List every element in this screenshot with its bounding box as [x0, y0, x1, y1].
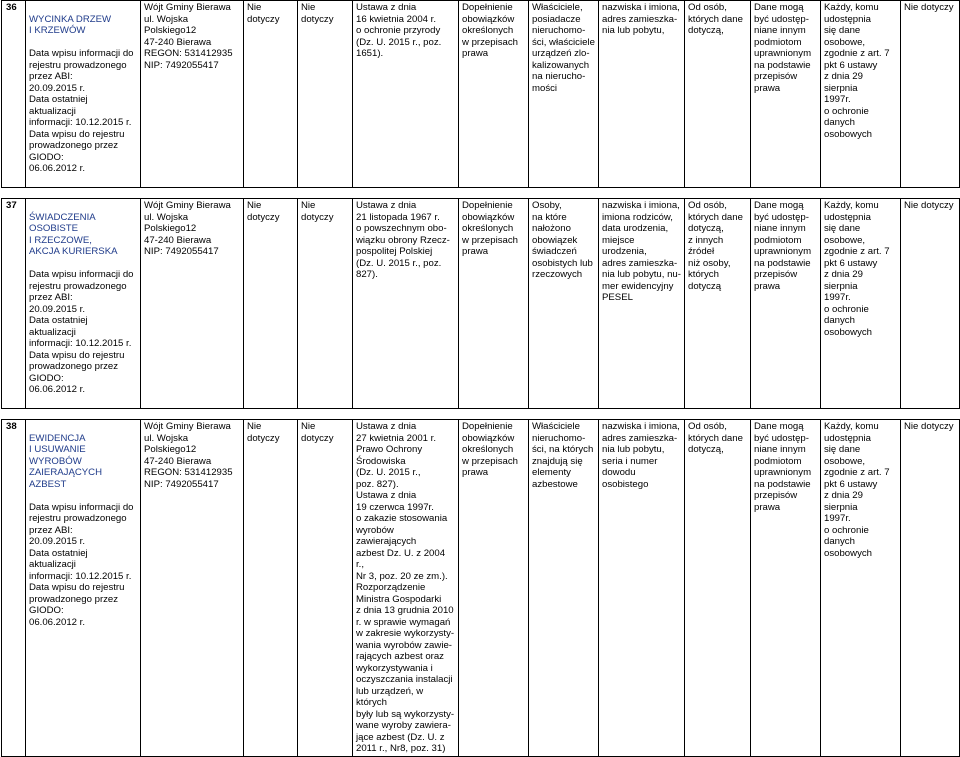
not-applicable-cell: Nie dotyczy — [298, 1, 353, 188]
not-applicable-cell: Nie dotyczy — [244, 420, 298, 757]
not-applicable-cell: Nie dotyczy — [244, 1, 298, 188]
not-applicable-cell: Nie dotyczy — [901, 420, 960, 757]
administrator-cell: Wójt Gminy Bierawa ul. Wojska Polskiego12 47-240 Bierawa NIP: 7492055417 — [141, 199, 244, 409]
data-scope-cell: nazwiska i imiona, adres zamieszka- nia lub pobytu, — [599, 1, 685, 188]
register-name: ŚWIADCZENIA OSOBISTE I RZECZOWE, AKCJA KURIERSKA — [29, 211, 118, 257]
administrator-cell: Wójt Gminy Bierawa ul. Wojska Polskiego12 47-240 Bierawa REGON: 531412935 NIP: 7492055417 — [141, 420, 244, 757]
table-row — [2, 1, 960, 188]
data-source-cell: Od osób, których dane dotyczą, z innych źródeł niż osoby, których dotyczą — [685, 199, 751, 409]
not-applicable-cell: Nie dotyczy — [901, 199, 960, 409]
rights-cell: Każdy, komu udostępnia się dane osobowe, zgodnie z art. 7 pkt 6 ustawy z dnia 29 sierpnia 1997r. o ochronie danych osobowych — [821, 420, 901, 757]
not-applicable-cell: Nie dotyczy — [298, 420, 353, 757]
data-scope-cell: nazwiska i imiona, imiona rodziców, data urodzenia, miejsce urodzenia, adres zamieszka- nia lub pobytu, nu- mer ewidencyjny PESEL — [599, 199, 685, 409]
legal-basis-cell: Ustawa z dnia 16 kwietnia 2004 r. o ochronie przyrody (Dz. U. 2015 r., poz. 1651). — [353, 1, 459, 188]
register-name-cell — [26, 420, 141, 757]
row-separator — [2, 188, 960, 199]
not-applicable-cell: Nie dotyczy — [901, 1, 960, 188]
legal-basis-cell: Ustawa z dnia 27 kwietnia 2001 r. Prawo Ochrony Środowiska (Dz. U. 2015 r., poz. 827). Ustawa z dnia 19 czerwca 1997r. o zakazie stosowania wyrobów zawierających azbest Dz. U. z 2004 r., Nr 3, poz. 20 ze zm.). Rozporządzenie Ministra Gospodarki z dnia 13 grudnia 2010 r. w sprawie wymagań w zakresie wykorzysty- wania wyrobów zawie- rających azbest oraz wykorzystywania i oczyszczania instalacji lub urządzeń, w których były lub są wykorzysty- wane wyroby zawiera- jące azbest (Dz. U. z 2011 r., Nr8, poz. 31) — [353, 420, 459, 757]
register-table — [1, 0, 960, 757]
purpose-cell: Dopełnienie obowiązków określonych w przepisach prawa — [459, 1, 529, 188]
register-name-cell — [26, 199, 141, 409]
not-applicable-cell: Nie dotyczy — [298, 199, 353, 409]
register-name: WYCINKA DRZEW I KRZEWÓW — [29, 13, 112, 36]
register-name: EWIDENCJA I USUWANIE WYROBÓW ZAIERAJĄCYCH AZBEST — [29, 432, 103, 490]
rights-cell: Każdy, komu udostępnia się dane osobowe, zgodnie z art. 7 pkt 6 ustawy z dnia 29 sierpnia 1997r. o ochronie danych osobowych — [821, 1, 901, 188]
data-source-cell: Od osób, których dane dotyczą, — [685, 1, 751, 188]
persons-cell: Osoby, na które nałożono obowiązek świadczeń osobistych lub rzeczowych — [529, 199, 599, 409]
row-number: 36 — [2, 1, 26, 188]
administrator-cell: Wójt Gminy Bierawa ul. Wojska Polskiego12 47-240 Bierawa REGON: 531412935 NIP: 7492055417 — [141, 1, 244, 188]
register-info: Data wpisu informacji do rejestru prowadzonego przez ABI: 20.09.2015 r. Data ostatniej aktualizacji informacji: 10.12.2015 r. Data wpisu do rejestru prowadzonego przez GIODO: 06.06.2012 r. — [29, 269, 134, 395]
row-number: 37 — [2, 199, 26, 409]
table-row — [2, 199, 960, 409]
legal-basis-cell: Ustawa z dnia 21 listopada 1967 r. o powszechnym obo- wiązku obrony Rzecz- pospolitej Polskiej (Dz. U. 2015 r., poz. 827). — [353, 199, 459, 409]
recipients-cell: Dane mogą być udostęp- niane innym podmiotom uprawnionym na podstawie przepisów prawa — [751, 420, 821, 757]
table-row — [2, 420, 960, 757]
register-name-cell — [26, 1, 141, 188]
register-info: Data wpisu informacji do rejestru prowadzonego przez ABI: 20.09.2015 r. Data ostatniej aktualizacji informacji: 10.12.2015 r. Data wpisu do rejestru prowadzonego przez GIODO: 06.06.2012 r. — [29, 48, 134, 174]
persons-cell: Właściciele, posiadacze nieruchomo- ści, właściciele urządzeń zlo- kalizowanych na nierucho- mości — [529, 1, 599, 188]
persons-cell: Właściciele nieruchomo- ści, na których znajdują się elementy azbestowe — [529, 420, 599, 757]
purpose-cell: Dopełnienie obowiązków określonych w przepisach prawa — [459, 420, 529, 757]
register-info: Data wpisu informacji do rejestru prowadzonego przez ABI: 20.09.2015 r. Data ostatniej aktualizacji informacji: 10.12.2015 r. Data wpisu do rejestru prowadzonego przez GIODO: 06.06.2012 r. — [29, 501, 134, 628]
data-source-cell: Od osób, których dane dotyczą, — [685, 420, 751, 757]
recipients-cell: Dane mogą być udostęp- niane innym podmiotom uprawnionym na podstawie przepisów prawa — [751, 1, 821, 188]
recipients-cell: Dane mogą być udostęp- niane innym podmiotom uprawnionym na podstawie przepisów prawa — [751, 199, 821, 409]
row-number: 38 — [2, 420, 26, 757]
not-applicable-cell: Nie dotyczy — [244, 199, 298, 409]
row-separator — [2, 409, 960, 420]
purpose-cell: Dopełnienie obowiązków określonych w przepisach prawa — [459, 199, 529, 409]
rights-cell: Każdy, komu udostępnia się dane osobowe, zgodnie z art. 7 pkt 6 ustawy z dnia 29 sierpnia 1997r. o ochronie danych osobowych — [821, 199, 901, 409]
data-scope-cell: nazwiska i imiona, adres zamieszka- nia lub pobytu, seria i numer dowodu osobistego — [599, 420, 685, 757]
